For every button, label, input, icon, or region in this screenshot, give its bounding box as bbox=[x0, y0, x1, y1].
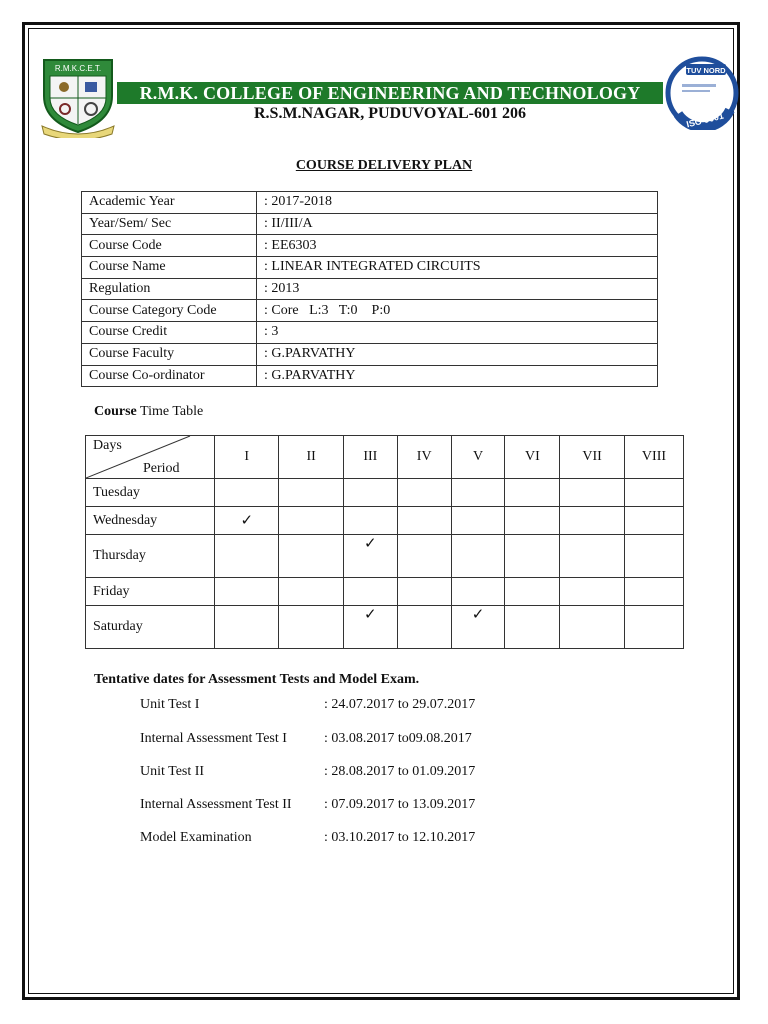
timetable-cell bbox=[624, 578, 683, 606]
course-info-label: Course Code bbox=[82, 235, 257, 257]
timetable-cell bbox=[451, 507, 505, 535]
timetable-day-label: Friday bbox=[86, 578, 215, 606]
period-header: IV bbox=[397, 436, 451, 479]
checkmark-icon: ✓ bbox=[364, 536, 377, 552]
timetable-cell bbox=[560, 578, 625, 606]
timetable-cell bbox=[343, 479, 397, 507]
timetable-label bbox=[94, 404, 203, 420]
timetable-cell bbox=[624, 507, 683, 535]
course-info-row bbox=[82, 300, 658, 322]
course-info-value: : EE6303 bbox=[257, 235, 658, 257]
assessment-heading: Tentative dates for Assessment Tests and Model Exam. bbox=[94, 672, 420, 687]
timetable-cell bbox=[560, 606, 625, 649]
timetable-cell bbox=[397, 606, 451, 649]
checkmark-icon: ✓ bbox=[471, 607, 485, 623]
timetable-row bbox=[86, 507, 684, 535]
timetable-cell bbox=[343, 535, 397, 578]
period-header: III bbox=[343, 436, 397, 479]
period-header: VII bbox=[560, 436, 625, 479]
timetable-day-label: Saturday bbox=[86, 606, 215, 649]
course-info-value: : 2017-2018 bbox=[257, 192, 658, 214]
course-info-row bbox=[82, 257, 658, 279]
assessment-name: Model Examination bbox=[140, 830, 252, 845]
course-info-table bbox=[81, 191, 658, 387]
timetable-cell bbox=[279, 535, 343, 578]
course-info-value: : G.PARVATHY bbox=[257, 365, 658, 387]
timetable-cell bbox=[451, 535, 505, 578]
course-info-label: Course Co-ordinator bbox=[82, 365, 257, 387]
timetable-cell bbox=[505, 507, 560, 535]
timetable-cell bbox=[505, 535, 560, 578]
timetable-cell bbox=[343, 507, 397, 535]
timetable-cell bbox=[505, 606, 560, 649]
course-info-row bbox=[82, 278, 658, 300]
timetable-cell bbox=[505, 578, 560, 606]
tuv-nord-iso-logo bbox=[664, 56, 740, 130]
timetable-cell bbox=[451, 606, 505, 649]
assessment-name: Unit Test I bbox=[140, 697, 200, 712]
corner-period-label: Period bbox=[143, 461, 180, 476]
assessment-dates: : 28.08.2017 to 01.09.2017 bbox=[324, 764, 476, 779]
timetable-cell bbox=[215, 606, 279, 649]
course-info-label: Year/Sem/ Sec bbox=[82, 213, 257, 235]
timetable-cell bbox=[397, 479, 451, 507]
timetable-cell bbox=[215, 507, 279, 535]
timetable-row bbox=[86, 479, 684, 507]
course-info-value: : LINEAR INTEGRATED CIRCUITS bbox=[257, 257, 658, 279]
timetable-label-rest: Time Table bbox=[136, 404, 204, 419]
timetable-cell bbox=[560, 507, 625, 535]
course-info-value: : 2013 bbox=[257, 278, 658, 300]
college-crest-logo bbox=[38, 56, 118, 138]
timetable-cell bbox=[279, 479, 343, 507]
course-info-row bbox=[82, 213, 658, 235]
checkmark-icon: ✓ bbox=[240, 512, 254, 529]
timetable-cell bbox=[343, 578, 397, 606]
period-header: V bbox=[451, 436, 505, 479]
timetable-row bbox=[86, 535, 684, 578]
timetable-cell bbox=[397, 507, 451, 535]
assessment-dates: : 07.09.2017 to 13.09.2017 bbox=[324, 797, 476, 812]
assessment-dates: : 03.10.2017 to 12.10.2017 bbox=[324, 830, 476, 845]
timetable-cell bbox=[215, 479, 279, 507]
course-info-value: : 3 bbox=[257, 322, 658, 344]
course-info-label: Regulation bbox=[82, 278, 257, 300]
timetable-cell bbox=[624, 479, 683, 507]
assessment-dates: : 24.07.2017 to 29.07.2017 bbox=[324, 697, 476, 712]
college-name-banner: R.M.K. COLLEGE OF ENGINEERING AND TECHNOLOGY bbox=[117, 82, 663, 104]
checkmark-icon: ✓ bbox=[364, 607, 377, 623]
course-info-row bbox=[82, 192, 658, 214]
course-info-label: Course Category Code bbox=[82, 300, 257, 322]
assessment-name: Internal Assessment Test II bbox=[140, 797, 292, 812]
course-info-value: : II/III/A bbox=[257, 213, 658, 235]
timetable-corner-cell bbox=[86, 436, 215, 479]
timetable-row bbox=[86, 606, 684, 649]
timetable-cell bbox=[560, 479, 625, 507]
timetable-cell bbox=[505, 479, 560, 507]
course-info-value: : G.PARVATHY bbox=[257, 343, 658, 365]
timetable-cell bbox=[215, 578, 279, 606]
timetable-cell bbox=[397, 535, 451, 578]
period-header: VIII bbox=[624, 436, 683, 479]
cert-logo-text: TUV NORD bbox=[686, 66, 726, 75]
timetable-day-label: Thursday bbox=[86, 535, 215, 578]
crest-acronym-text: R.M.K.C.E.T. bbox=[54, 64, 102, 73]
timetable-day-label: Tuesday bbox=[86, 479, 215, 507]
timetable-cell bbox=[560, 535, 625, 578]
course-info-row bbox=[82, 235, 658, 257]
course-info-label: Course Credit bbox=[82, 322, 257, 344]
assessment-dates: : 03.08.2017 to09.08.2017 bbox=[324, 731, 472, 746]
course-info-value: : Core L:3 T:0 P:0 bbox=[257, 300, 658, 322]
timetable-cell bbox=[215, 535, 279, 578]
course-info-label: Academic Year bbox=[82, 192, 257, 214]
course-info-row bbox=[82, 322, 658, 344]
timetable-cell bbox=[279, 578, 343, 606]
course-info-label: Course Name bbox=[82, 257, 257, 279]
course-timetable bbox=[85, 435, 684, 649]
course-info-label: Course Faculty bbox=[82, 343, 257, 365]
timetable-cell bbox=[343, 606, 397, 649]
document-title: COURSE DELIVERY PLAN bbox=[295, 158, 473, 173]
iso-text: ISO 9001 bbox=[685, 110, 725, 130]
period-header: VI bbox=[505, 436, 560, 479]
corner-days-label: Days bbox=[93, 438, 122, 453]
college-address: R.S.M.NAGAR, PUDUVOYAL-601 206 bbox=[254, 105, 526, 122]
course-info-row bbox=[82, 343, 658, 365]
timetable-cell bbox=[279, 606, 343, 649]
period-header: II bbox=[279, 436, 343, 479]
timetable-cell bbox=[451, 578, 505, 606]
timetable-cell bbox=[279, 507, 343, 535]
course-info-row bbox=[82, 365, 658, 387]
timetable-cell bbox=[624, 606, 683, 649]
period-header: I bbox=[215, 436, 279, 479]
timetable-cell bbox=[624, 535, 683, 578]
timetable-label-bold: Course bbox=[94, 404, 137, 419]
timetable-day-label: Wednesday bbox=[86, 507, 215, 535]
timetable-row bbox=[86, 578, 684, 606]
assessment-name: Internal Assessment Test I bbox=[140, 731, 287, 746]
timetable-cell bbox=[451, 479, 505, 507]
assessment-name: Unit Test II bbox=[140, 764, 205, 779]
timetable-cell bbox=[397, 578, 451, 606]
